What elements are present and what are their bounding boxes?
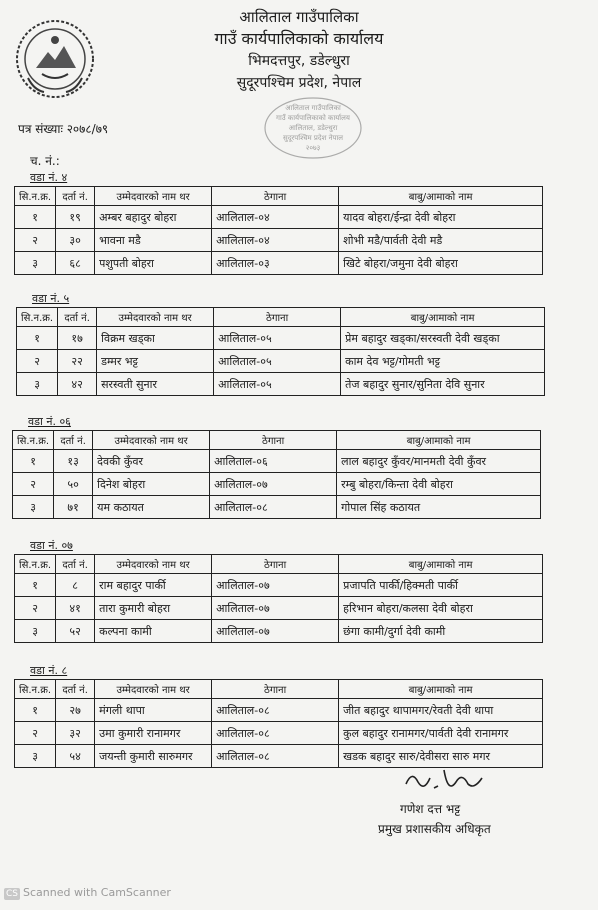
cell-reg: ६८	[56, 252, 95, 275]
table-header-row	[13, 431, 541, 450]
column-header-name: उम्मेदवारको नाम थर	[97, 308, 214, 327]
office-header	[0, 6, 598, 94]
column-header-addr: ठेगाना	[212, 680, 339, 699]
ward-title: वडा नं. ०६	[28, 415, 71, 428]
column-header-addr: ठेगाना	[212, 555, 339, 574]
table-row	[15, 229, 543, 252]
cell-reg: ४२	[58, 373, 97, 396]
table-row	[13, 450, 541, 473]
cell-parents: रम्बु बोहरा/किन्ता देवी बोहरा	[337, 473, 541, 496]
cell-addr: आलिताल-०८	[212, 745, 339, 768]
signatory-title: प्रमुख प्रशासकीय अधिकृत	[378, 822, 491, 836]
office-name: गाउँ कार्यपालिकाको कार्यालय	[214, 29, 384, 48]
cell-parents: लाल बहादुर कुँवर/मानमती देवी कुँवर	[337, 450, 541, 473]
table-row	[15, 620, 543, 643]
cell-sn: १	[15, 206, 56, 229]
cell-name: मंगली थापा	[95, 699, 212, 722]
cell-parents: यादव बोहरा/ईन्द्रा देवी बोहरा	[339, 206, 543, 229]
cell-sn: ३	[15, 252, 56, 275]
cell-addr: आलिताल-०६	[210, 450, 337, 473]
cell-addr: आलिताल-०५	[214, 350, 341, 373]
cell-addr: आलिताल-०७	[212, 597, 339, 620]
column-header-sn: सि.न.क्र.	[15, 555, 56, 574]
cell-parents: जीत बहादुर थापामगर/रेवती देवी थापा	[339, 699, 543, 722]
ward-title: वडा नं. ०७	[30, 539, 73, 552]
cell-addr: आलिताल-०७	[212, 620, 339, 643]
cell-parents: गोपाल सिंह कठायत	[337, 496, 541, 519]
ward-title: वडा नं. ८	[30, 664, 68, 677]
cell-parents: प्रजापति पार्की/हिक्मती पार्की	[339, 574, 543, 597]
table-row	[17, 373, 545, 396]
cell-addr: आलिताल-०३	[212, 252, 339, 275]
column-header-name: उम्मेदवारको नाम थर	[95, 555, 212, 574]
cell-reg: २२	[58, 350, 97, 373]
cell-addr: आलिताल-०५	[214, 327, 341, 350]
cell-parents: प्रेम बहादुर खड्का/सरस्वती देवी खड्का	[341, 327, 545, 350]
cell-name: यम कठायत	[93, 496, 210, 519]
column-header-parents: बाबु/आमाको नाम	[339, 187, 543, 206]
cell-name: देवकी कुँवर	[93, 450, 210, 473]
cell-reg: ३२	[56, 722, 95, 745]
column-header-addr: ठेगाना	[210, 431, 337, 450]
table-row	[17, 327, 545, 350]
cell-reg: ४१	[56, 597, 95, 620]
cell-sn: ३	[17, 373, 58, 396]
ward-title: वडा नं. ४	[30, 171, 68, 184]
cell-name: विक्रम खड्का	[97, 327, 214, 350]
cell-name: डम्मर भट्ट	[97, 350, 214, 373]
cell-sn: १	[15, 699, 56, 722]
table-header-row	[15, 555, 543, 574]
dispatch-number: च. नं.:	[30, 154, 60, 168]
office-stamp-icon	[258, 92, 368, 164]
cell-parents: तेज बहादुर सुनार/सुनिता देवि सुनार	[341, 373, 545, 396]
cell-parents: काम देव भट्ट/गोमती भट्ट	[341, 350, 545, 373]
column-header-name: उम्मेदवारको नाम थर	[95, 680, 212, 699]
ward-table	[14, 554, 543, 643]
ward-table	[12, 430, 541, 519]
province-country: सुदूरपश्चिम प्रदेश, नेपाल	[236, 75, 362, 91]
cell-sn: १	[15, 574, 56, 597]
cell-reg: १७	[58, 327, 97, 350]
signature-icon	[398, 760, 508, 800]
cell-addr: आलिताल-०४	[212, 206, 339, 229]
cell-sn: १	[13, 450, 54, 473]
camscanner-logo-icon: CS	[6, 889, 18, 899]
cell-parents: खिटे बोहरा/जमुना देवी बोहरा	[339, 252, 543, 275]
column-header-sn: सि.न.क्र.	[17, 308, 58, 327]
cell-reg: ३०	[56, 229, 95, 252]
cell-reg: २७	[56, 699, 95, 722]
ward-table	[16, 307, 545, 396]
cell-name: भावना मडै	[95, 229, 212, 252]
column-header-reg: दर्ता नं.	[56, 680, 95, 699]
column-header-name: उम्मेदवारको नाम थर	[93, 431, 210, 450]
signatory-name: गणेश दत्त भट्ट	[400, 802, 461, 816]
cell-name: अम्बर बहादुर बोहरा	[95, 206, 212, 229]
column-header-sn: सि.न.क्र.	[15, 680, 56, 699]
cell-parents: खडक बहादुर सारु/देवीसरा सारु मगर	[339, 745, 543, 768]
cell-parents: कुल बहादुर रानामगर/पार्वती देवी रानामगर	[339, 722, 543, 745]
cell-reg: ५०	[54, 473, 93, 496]
cell-addr: आलिताल-०८	[212, 699, 339, 722]
letter-number: पत्र संख्याः २०७८/७९	[18, 122, 109, 136]
cell-reg: ५२	[56, 620, 95, 643]
cell-reg: ७१	[54, 496, 93, 519]
ward-table	[14, 679, 543, 768]
cell-sn: ३	[15, 620, 56, 643]
table-row	[15, 699, 543, 722]
column-header-reg: दर्ता नं.	[54, 431, 93, 450]
column-header-sn: सि.न.क्र.	[15, 187, 56, 206]
column-header-addr: ठेगाना	[214, 308, 341, 327]
cell-addr: आलिताल-०४	[212, 229, 339, 252]
column-header-parents: बाबु/आमाको नाम	[341, 308, 545, 327]
cell-addr: आलिताल-०७	[212, 574, 339, 597]
table-row	[15, 574, 543, 597]
cell-sn: ३	[15, 745, 56, 768]
cell-addr: आलिताल-०७	[210, 473, 337, 496]
cell-sn: २	[17, 350, 58, 373]
cell-parents: शोभी मडै/पार्वती देवी मडै	[339, 229, 543, 252]
cell-reg: ५४	[56, 745, 95, 768]
cell-sn: २	[13, 473, 54, 496]
cell-name: राम बहादुर पार्की	[95, 574, 212, 597]
cell-name: जयन्ती कुमारी सारुमगर	[95, 745, 212, 768]
table-row	[15, 252, 543, 275]
table-row	[15, 206, 543, 229]
cell-name: कल्पना कामी	[95, 620, 212, 643]
table-row	[13, 473, 541, 496]
cell-reg: ८	[56, 574, 95, 597]
table-header-row	[15, 680, 543, 699]
cell-name: उमा कुमारी रानामगर	[95, 722, 212, 745]
column-header-name: उम्मेदवारको नाम थर	[95, 187, 212, 206]
cell-name: सरस्वती सुनार	[97, 373, 214, 396]
stamp-line-1: आलिताल गाउँपालिका	[285, 104, 341, 112]
cell-name: पशुपती बोहरा	[95, 252, 212, 275]
column-header-reg: दर्ता नं.	[56, 187, 95, 206]
cell-addr: आलिताल-०८	[212, 722, 339, 745]
column-header-parents: बाबु/आमाको नाम	[339, 680, 543, 699]
cell-parents: छंगा कामी/दुर्गा देवी कामी	[339, 620, 543, 643]
cell-addr: आलिताल-०८	[210, 496, 337, 519]
municipality-name: आलिताल गाउँपालिका	[239, 8, 359, 26]
cell-sn: २	[15, 597, 56, 620]
column-header-parents: बाबु/आमाको नाम	[337, 431, 541, 450]
table-row	[17, 350, 545, 373]
column-header-parents: बाबु/आमाको नाम	[339, 555, 543, 574]
cell-name: दिनेश बोहरा	[93, 473, 210, 496]
stamp-line-3: आलिताल, डडेल्धुरा	[288, 124, 338, 132]
cell-sn: १	[17, 327, 58, 350]
column-header-addr: ठेगाना	[212, 187, 339, 206]
table-header-row	[15, 187, 543, 206]
cell-reg: १३	[54, 450, 93, 473]
cell-sn: ३	[13, 496, 54, 519]
table-header-row	[17, 308, 545, 327]
cell-name: तारा कुमारी बोहरा	[95, 597, 212, 620]
cell-addr: आलिताल-०५	[214, 373, 341, 396]
stamp-line-2: गाउँ कार्यपालिकाको कार्यालय	[276, 114, 350, 122]
cell-parents: हरिभान बोहरा/कलसा देवी बोहरा	[339, 597, 543, 620]
cell-sn: २	[15, 722, 56, 745]
office-location: भिमदत्तपुर, डडेल्धुरा	[248, 53, 350, 69]
table-row	[15, 597, 543, 620]
table-row	[13, 496, 541, 519]
column-header-reg: दर्ता नं.	[58, 308, 97, 327]
ward-title: वडा नं. ५	[32, 292, 70, 305]
stamp-line-4: सुदूरपश्चिम प्रदेश नेपाल	[282, 134, 344, 142]
table-row	[15, 722, 543, 745]
column-header-reg: दर्ता नं.	[56, 555, 95, 574]
scanner-text: Scanned with CamScanner	[23, 886, 171, 899]
stamp-line-5: २०७३	[305, 144, 321, 152]
column-header-sn: सि.न.क्र.	[13, 431, 54, 450]
cell-sn: २	[15, 229, 56, 252]
cell-reg: १९	[56, 206, 95, 229]
scanner-watermark	[4, 886, 171, 900]
ward-table	[14, 186, 543, 275]
